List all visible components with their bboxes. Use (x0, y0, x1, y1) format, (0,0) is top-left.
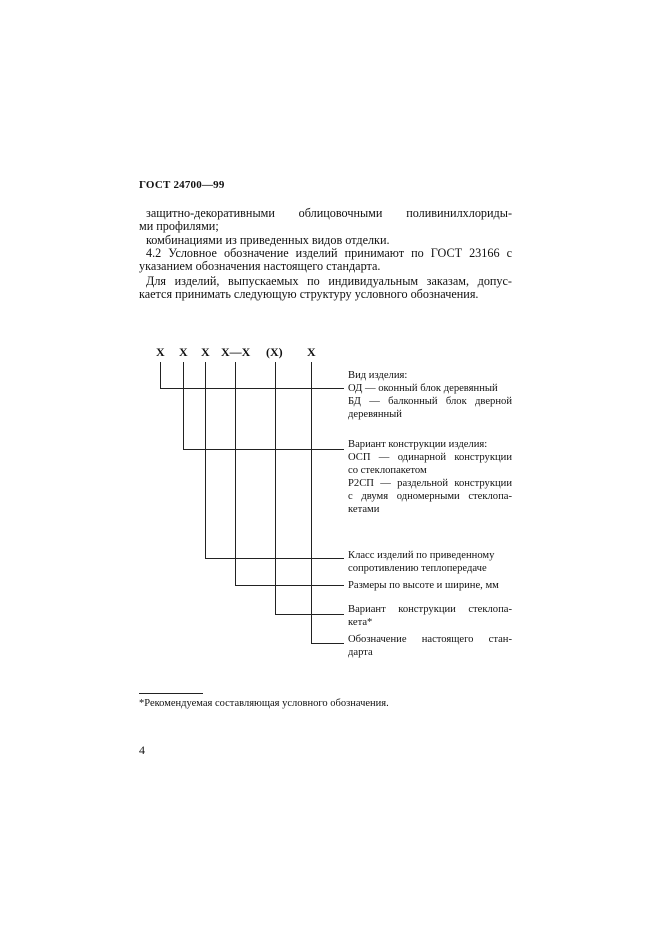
body-line-2: ми профилями; (139, 219, 219, 233)
label-size-text: Размеры по высоте и ширине, мм (348, 580, 499, 591)
label-variant (348, 438, 512, 516)
label-size (348, 579, 499, 592)
body-line-7: кается принимать следующую структуру условного обозначения. (139, 287, 479, 301)
label-type (348, 369, 512, 421)
leader-v-glass (275, 362, 276, 615)
document-header: ГОСТ 24700—99 (139, 179, 225, 191)
footnote: *Рекомендуемая составляющая условного обозначения. (139, 698, 389, 709)
label-variant-osp-2: со стеклопакетом (348, 465, 427, 476)
label-class-1: Класс изделий по приведенному (348, 550, 495, 561)
body-line-1: защитно-декоративными облицовочными поливинилхлориды- (146, 206, 512, 220)
body-line-6: Для изделий, выпускаемых по индивидуальным заказам, допус- (146, 274, 512, 288)
label-glass-2: кета* (348, 617, 373, 628)
footnote-separator (139, 693, 203, 694)
leader-h-variant (183, 449, 344, 450)
code-size: X—X (221, 345, 251, 359)
label-variant-osp-1: ОСП — одинарной конструкции (348, 452, 512, 463)
code-type: X (156, 345, 165, 359)
label-type-bd-2: деревянный (348, 409, 402, 420)
label-standard (348, 633, 512, 659)
label-type-od: ОД — оконный блок деревянный (348, 383, 498, 394)
leader-h-type (160, 388, 344, 389)
label-variant-title: Вариант конструкции изделия: (348, 439, 488, 450)
label-class (348, 549, 494, 575)
leader-h-size (235, 585, 344, 586)
code-glass: (X) (266, 345, 283, 359)
label-type-title: Вид изделия: (348, 370, 408, 381)
leader-v-type (160, 362, 161, 389)
label-variant-r2sp-3: кетами (348, 504, 380, 515)
page-number: 4 (139, 743, 145, 757)
code-class: X (201, 345, 210, 359)
label-standard-2: дарта (348, 647, 373, 658)
code-standard: X (307, 345, 316, 359)
label-variant-r2sp-1: Р2СП — раздельной конструкции (348, 478, 512, 489)
leader-h-standard (311, 643, 344, 644)
label-variant-r2sp-2: с двумя одномерными стеклопа- (348, 491, 512, 502)
leader-h-glass (275, 614, 344, 615)
code-variant: X (179, 345, 188, 359)
leader-v-size (235, 362, 236, 586)
body-line-5: указанием обозначения настоящего стандарта. (139, 259, 381, 273)
label-glass-1: Вариант конструкции стеклопа- (348, 604, 512, 615)
label-type-bd-1: БД — балконный блок дверной (348, 396, 512, 407)
label-standard-1: Обозначение настоящего стан- (348, 634, 512, 645)
leader-v-variant (183, 362, 184, 450)
leader-v-class (205, 362, 206, 559)
label-glass (348, 603, 512, 629)
body-line-3: комбинациями из приведенных видов отделки. (146, 233, 390, 247)
leader-v-standard (311, 362, 312, 644)
leader-h-class (205, 558, 344, 559)
label-class-2: сопротивлению теплопередаче (348, 563, 487, 574)
body-line-4: 4.2 Условное обозначение изделий принимают по ГОСТ 23166 с (146, 246, 512, 260)
